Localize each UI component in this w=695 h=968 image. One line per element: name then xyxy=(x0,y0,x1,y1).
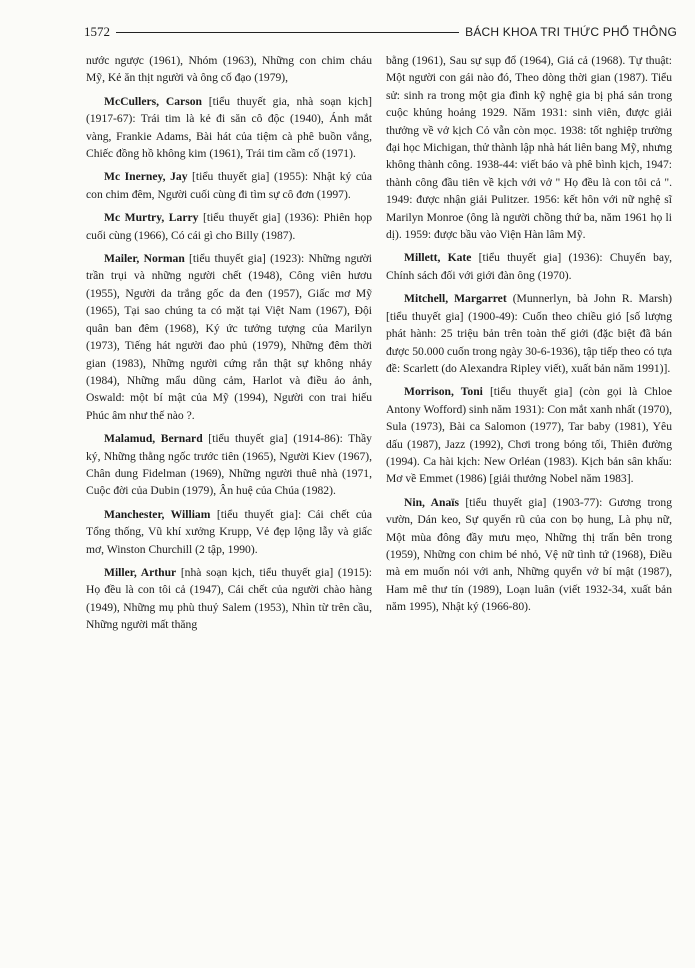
header-rule xyxy=(116,32,459,33)
entry-name: Mc Inerney, Jay xyxy=(104,170,188,184)
entry-text: [tiểu thuyết gia] (1914-86): Thầy ký, Những thằng ngốc trước tiên (1965), Người Kiev (1967), Chân dung Fidelman (1969), Những người thuê nhà (1971, Cuộc đời của Dubin (1979), Ân huệ của Chúa (1982). xyxy=(86,432,372,498)
entry-mailer xyxy=(86,250,372,424)
entry-miller xyxy=(86,564,372,634)
page-header xyxy=(84,22,677,42)
entry-name: Mailer, Norman xyxy=(104,252,185,266)
entry-name: Nin, Anaïs xyxy=(404,495,460,509)
entry-text: (Munnerlyn, bà John R. Marsh) [tiểu thuyết gia] (1900-49): Cuốn theo chiều gió [số lượng phát hành: 25 triệu bản trên toàn thế giới (đặc biệt đã bán được 50.000 cuốn trong ngày 30-6-1936), tập tiếp theo có tựa đề: Scarlett (do Alexandra Ripley viết), xuất bản năm 1991)]. xyxy=(386,292,672,375)
entry-name: Mitchell, Margarret xyxy=(404,292,507,306)
page-number: 1572 xyxy=(84,24,110,39)
entry-manchester xyxy=(86,506,372,558)
entry-text: [tiểu thuyết gia] (1936): Phiên họp cuối cùng (1966), Có cái gì cho Billy (1987). xyxy=(86,211,372,242)
entry-millett xyxy=(386,249,672,284)
entry-name: Manchester, William xyxy=(104,507,211,521)
running-title: BÁCH KHOA TRI THỨC PHỔ THÔNG xyxy=(465,25,677,39)
entry-name: Mc Murtry, Larry xyxy=(104,211,199,225)
entry-name: Miller, Arthur xyxy=(104,565,177,579)
left-column xyxy=(86,52,372,640)
entry-text: [nhà soạn kịch, tiểu thuyết gia] (1915): Họ đều là con tôi cả (1947), Cái chết của người chào hàng (1949), Những mụ phù thuỷ Salem (1953), Nhìn từ trên cầu, Những người mất thăng xyxy=(86,565,372,632)
entry-text: [tiểu thuyết gia, nhà soạn kịch] (1917-67): Trái tim là kẻ đi săn cô độc (1940), Ánh mắt vàng, Frankie Adams, Bài hát của tiệm cà phê buồn vắng, Chiếc đồng hồ không kim (1961), Trái tim cầm cố (1971). xyxy=(86,94,372,161)
entry-text: [tiểu thuyết gia] (1903-77): Gương trong vườn, Dán keo, Sự quyến rũ của con bọ hung, Là phụ nữ, Một mùa đông đầy mưu mẹo, Những thị trấn bên trong (1959), Những con chim bé nhỏ, Vệ nữ tình tứ (1968), Điều mà em muốn nói với anh, Những quyển vở bí mật (1987), Ham mê thư tín (1989), Loạn luân (viết 1932-34, xuất bản năm 1995), Nhật ký (1966-80). xyxy=(386,495,672,614)
entry-continued: nước ngược (1961), Nhóm (1963), Những con chim cháu Mỹ, Kẻ ăn thịt người và ông cố đạo (1979), xyxy=(86,54,372,85)
entry-text: [tiểu thuyết gia] (1923): Những người trần trụi và những người chết (1948), Công viên hươu (1955), Người da trắng gốc da đen (1957), Giấc mơ Mỹ (1965), Tại sao chúng ta có mặt tại Việt Nam (1967), Đội quân ban đêm (1968), Ký ức tưởng tượng của Marilyn (1973), Tiếng hát người đao phủ (1979), Những đêm thời gian (1983), Những người cứng rắn thật sự không nhảy (1984), Những mẩu dũng cảm, Harlot và điều ảo ảnh, Oswald: một bí mật của Mỹ (1994), Người con trai hiếu Phúc âm như thế nào ?. xyxy=(86,252,372,422)
entry-name: Morrison, Toni xyxy=(404,385,483,399)
entry-name: Millett, Kate xyxy=(404,251,472,265)
entry-text: [tiểu thuyết gia] (1955): Nhật ký của con chim đêm, Người cuối cùng đi tìm sự cô đơn (1997). xyxy=(86,170,372,201)
entry-text: [tiểu thuyết gia] (còn gọi là Chloe Antony Wofford) sinh năm 1931): Con mắt xanh nhất (1970), Sula (1973), Bài ca Salomon (1977), Tar baby (1981), Yêu dấu (1987), Jazz (1992), Chơi trong bóng tối, Thiên đường (1994). Ca hài kịch: New Orléan (1983). Kịch bản sân khấu: Mơ về Emmet (1986) [giải thưởng Nobel năm 1983]. xyxy=(386,385,672,486)
entry-mitchell xyxy=(386,290,672,377)
entry-name: McCullers, Carson xyxy=(104,94,202,108)
entry-text: [tiểu thuyết gia]: Cái chết của Tổng thống, Vũ khí xưởng Krupp, Vẻ đẹp lộng lẫy và giấc mơ, Winston Churchill (2 tập, 1990). xyxy=(86,507,373,556)
entry-mc-inerney xyxy=(86,168,372,203)
entry-text: [tiểu thuyết gia] (1936): Chuyến bay, Chính sách đối với giới đàn ông (1970). xyxy=(386,251,672,282)
entry-name: Malamud, Bernard xyxy=(104,432,203,446)
entry-morrison xyxy=(386,383,672,487)
entry-mc-murtry xyxy=(86,209,372,244)
entry-miller-continued: bằng (1961), Sau sự sụp đổ (1964), Giá cả (1968). Tự thuật: Một người con gái nào đó, Theo dòng thời gian (1987). Tiểu sử: sinh ra trong một gia đình kỹ nghệ gia bị phá sản trong cuộc khủng hoảng 1929. Năm 1931: sinh viên, được giải thưởng về vở kịch Cỏ vẫn còn mọc. 1938: tốt nghiệp trường đại học Michigan, thử thành lập nhà hát liên bang Mỹ, nhưng không thành công. 1938-44: viết báo và phê bình kịch, 1947: thành công đầu tiên về kịch với vở " Họ đều là con tôi cả ". 1949: được nhận giải Pulitzer. 1956: kết hôn với nữ nghệ sĩ Marilyn Monroe (ông là người chồng thứ ba, năm 1961 họ li dị). 1959: được bầu vào Viện Hàn lâm Mỹ. xyxy=(386,54,672,242)
entry-malamud xyxy=(86,430,372,500)
entry-nin xyxy=(386,494,672,616)
right-column xyxy=(386,52,672,622)
entry-mccullers xyxy=(86,93,372,163)
